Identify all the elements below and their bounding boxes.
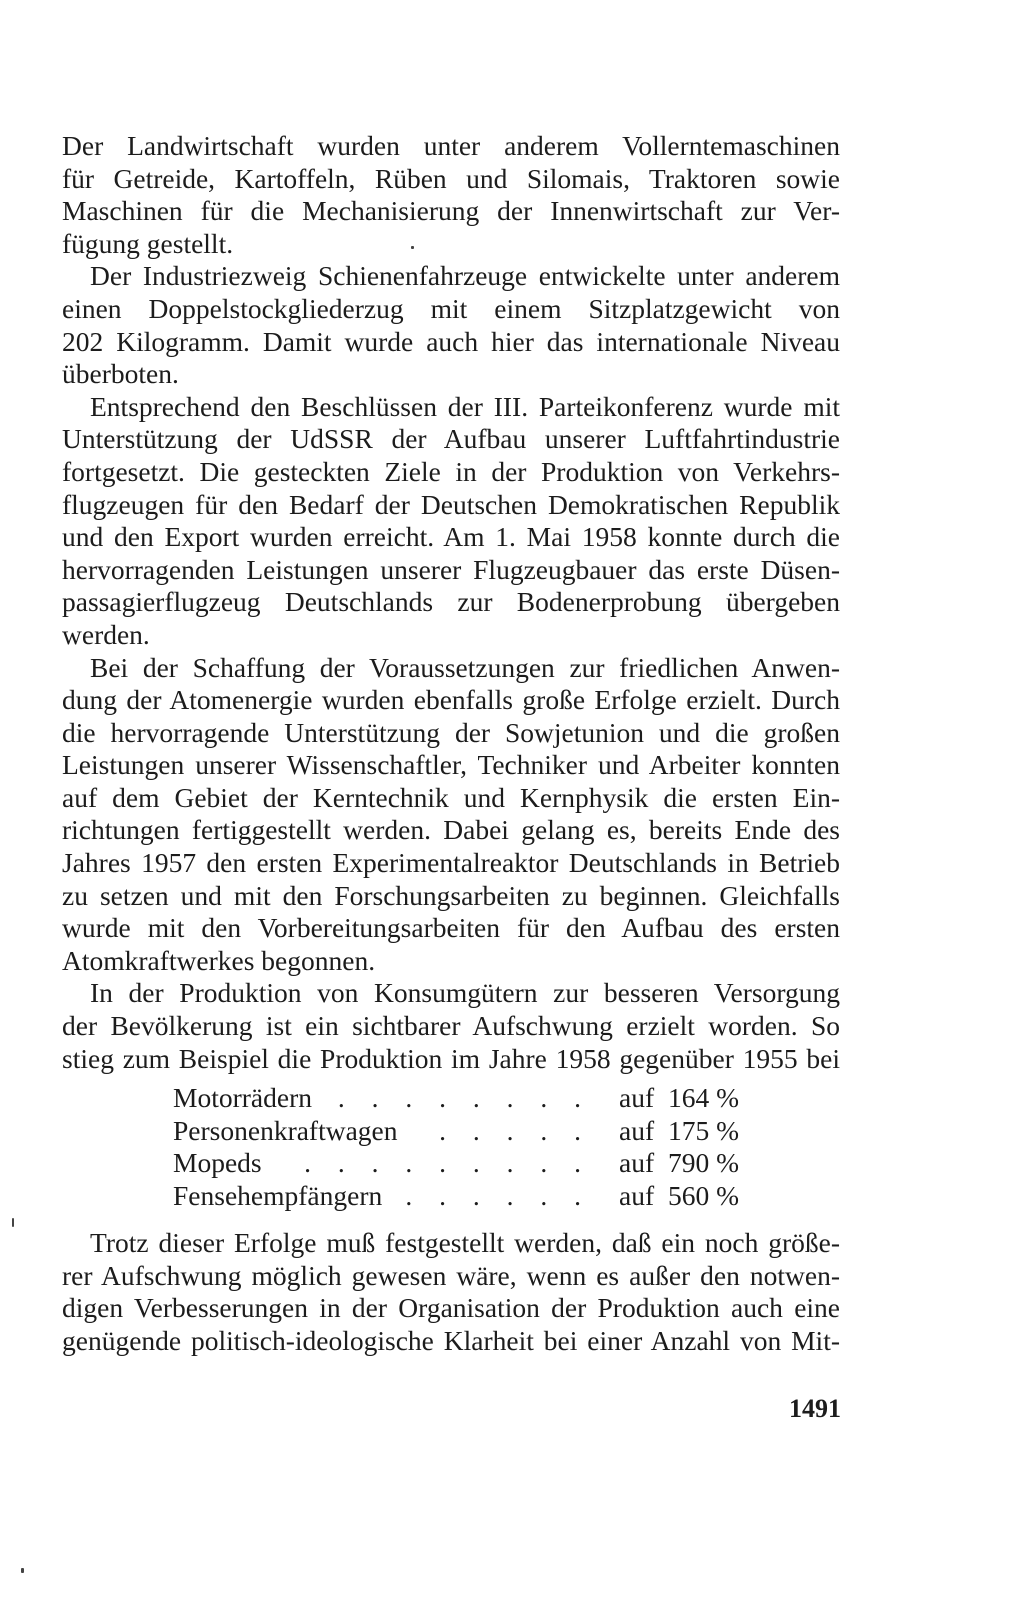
stat-row <box>173 1147 739 1180</box>
text-line: 202 Kilogramm. Damit wurde auch hier das internationale Niveau <box>62 325 840 357</box>
text-line: Bei der Schaffung der Voraussetzungen zur friedlichen Anwen- <box>90 651 840 683</box>
stat-value: 790 % <box>667 1147 739 1178</box>
stat-prefix: auf <box>619 1147 655 1178</box>
stat-value: 175 % <box>667 1114 739 1146</box>
text-line: hervorragenden Leistungen unserer Flugzeugbauer das erste Düsen- <box>62 553 840 585</box>
stat-label: Fensehempfängern <box>173 1179 383 1211</box>
text-line: werden. <box>62 618 150 650</box>
text-line: wurde mit den Vorbereitungsarbeiten für den Aufbau des ersten <box>62 912 840 944</box>
text-line: Leistungen unserer Wissenschaftler, Techniker und Arbeiter konnten <box>62 749 840 781</box>
text-line: richtungen fertiggestellt werden. Dabei gelang es, bereits Ende des <box>62 814 840 846</box>
text-line: die hervorragende Unterstützung der Sowjetunion und die großen <box>62 716 840 748</box>
production-stats-list <box>173 1082 739 1212</box>
stat-leader-dots: . . . . . . . . <box>337 1082 591 1113</box>
stat-label: Mopeds <box>173 1147 262 1178</box>
text-line: zu setzen und mit den Forschungsarbeiten zu beginnen. Gleichfalls <box>62 879 840 911</box>
stat-row <box>173 1115 739 1148</box>
text-line: Maschinen für die Mechanisierung der Innenwirtschaft zur Ver- <box>62 195 840 227</box>
text-line: Unterstützung der UdSSR der Aufbau unserer Luftfahrtindustrie <box>62 423 840 455</box>
text-line: passagierflugzeug Deutschlands zur Bodenerprobung übergeben <box>62 586 840 618</box>
text-line: und den Export wurden erreicht. Am 1. Mai 1958 konnte durch die <box>62 521 840 553</box>
text-line: fortgesetzt. Die gesteckten Ziele in der Produktion von Verkehrs- <box>62 455 840 487</box>
stat-label: Personenkraftwagen <box>173 1114 398 1146</box>
stat-prefix: auf <box>619 1114 655 1146</box>
stat-label: Motorrädern <box>173 1082 312 1113</box>
text-line: stieg zum Beispiel die Produktion im Jahre 1958 gegenüber 1955 bei <box>62 1042 840 1074</box>
stat-value: 560 % <box>667 1179 739 1211</box>
closing-text <box>62 1227 840 1357</box>
text-line: digen Verbesserungen in der Organisation der Produktion auch eine <box>62 1292 840 1324</box>
stat-leader-dots: . . . . . . <box>405 1179 591 1211</box>
text-line: Atomkraftwerkes begonnen. <box>62 944 376 976</box>
stat-row <box>173 1082 739 1115</box>
text-line: überboten. <box>62 358 179 390</box>
main-text <box>62 130 840 1075</box>
stat-row <box>173 1180 739 1213</box>
text-line: Trotz dieser Erfolge muß festgestellt werden, daß ein noch größe- <box>90 1227 840 1258</box>
text-line: fügung gestellt. <box>62 227 234 259</box>
text-line: einen Doppelstockgliederzug mit einem Sitzplatzgewicht von <box>62 292 840 324</box>
text-line: auf dem Gebiet der Kerntechnik und Kernphysik die ersten Ein- <box>62 781 840 813</box>
text-line: Entsprechend den Beschlüssen der III. Parteikonferenz wurde mit <box>90 390 840 422</box>
stat-leader-dots: . . . . . . . . . <box>304 1147 591 1178</box>
stat-value: 164 % <box>667 1082 739 1113</box>
page-number: 1491 <box>789 1394 841 1423</box>
text-line: Jahres 1957 den ersten Experimentalreaktor Deutschlands in Betrieb <box>62 847 840 879</box>
stat-leader-dots: . . . . . <box>439 1114 591 1146</box>
text-line: Der Landwirtschaft wurden unter anderem Vollerntemaschinen <box>62 130 840 161</box>
stat-prefix: auf <box>619 1082 655 1113</box>
scan-speck <box>21 1568 24 1573</box>
text-line: der Bevölkerung ist ein sichtbarer Aufschwung erzielt worden. So <box>62 1010 840 1042</box>
text-line: flugzeugen für den Bedarf der Deutschen Demokratischen Republik <box>62 488 840 520</box>
text-line: rer Aufschwung möglich gewesen wäre, wenn es außer den notwen- <box>62 1259 840 1291</box>
text-line: dung der Atomenergie wurden ebenfalls große Erfolge erzielt. Durch <box>62 684 840 716</box>
text-line: für Getreide, Kartoffeln, Rüben und Silomais, Traktoren sowie <box>62 162 840 194</box>
scan-speck <box>411 246 414 249</box>
text-line: Der Industriezweig Schienenfahrzeuge entwickelte unter anderem <box>90 260 840 292</box>
text-line: genügende politisch-ideologische Klarheit bei einer Anzahl von Mit- <box>62 1324 840 1356</box>
stat-prefix: auf <box>619 1179 655 1211</box>
text-line: In der Produktion von Konsumgütern zur besseren Versorgung <box>90 977 840 1009</box>
scan-speck <box>12 1218 14 1227</box>
